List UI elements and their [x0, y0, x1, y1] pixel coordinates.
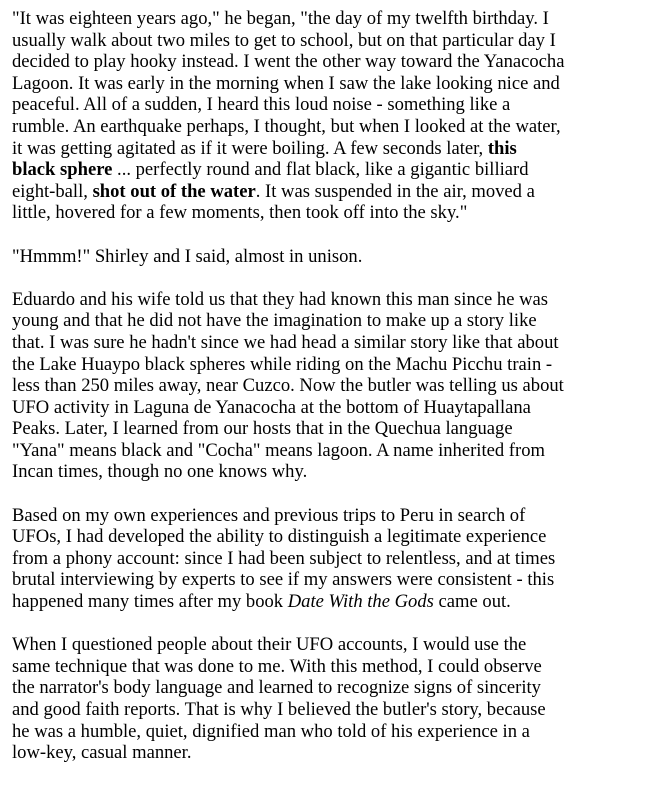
paragraph-hmmm: "Hmmm!" Shirley and I said, almost in unison. [12, 245, 363, 267]
story-text-1: "It was eighteen years ago," he began, "the day of my twelfth birthday. I usually walk about two miles to get to school, but on that particular day I decided to play hooky instead. I went the other way toward the Yanacocha Lagoon. It was early in the morning when I saw the lake looking nice and peaceful. All of a sudden, I heard this loud noise - something like a rumble. An earthquake perhaps, I thought, but when I looked at the water, it was getting agitated as if it were boiling. A few seconds later, [12, 8, 565, 159]
bold-this-black-sphere: this black sphere [12, 137, 517, 181]
paragraph-experiences [12, 505, 644, 613]
experiences-text-1: Based on my own experiences and previous trips to Peru in search of UFOs, I had developed the ability to distinguish a legitimate experience from a phony account: since I had been subject to relentless, and at times brutal interviewing by experts to see if my answers were consistent - this happened many times after my book [12, 504, 556, 613]
paragraph-eduardo: Eduardo and his wife told us that they had known this man since he was young and that he did not have the imagination to make up a story like that. I was sure he hadn't since we had head a similar story like that about the Lake Huaypo black spheres while riding on the Machu Picchu train - less than 250 miles away, near Cuzco. Now the butler was telling us about UFO activity in Laguna de Yanacocha at the bottom of Huaytapallana Peaks. Later, I learned from our hosts that in the Quechua language "Yana" means black and "Cocha" means lagoon. A name inherited from Incan times, though no one knows why. [12, 288, 564, 483]
paragraph-technique: When I questioned people about their UFO accounts, I would use the same technique that was done to me. With this method, I could observe the narrator's body language and learned to recognize signs of sincerity and good faith reports. That is why I believed the butler's story, because he was a humble, quiet, dignified man who told of his experience in a low-key, casual manner. [12, 634, 546, 764]
book-title: Date With the Gods [287, 591, 434, 613]
bold-shot-out-of-water: shot out of the water [92, 180, 256, 202]
paragraph-butler-story [12, 8, 644, 224]
story-text-2: ... perfectly round and flat black, like a gigantic billiard eight-ball, [12, 159, 529, 202]
story-text-3: . It was suspended in the air, moved a little, hovered for a few moments, then took off into the sky." [12, 180, 535, 224]
experiences-text-2: came out. [433, 591, 511, 613]
document-body [12, 8, 644, 764]
